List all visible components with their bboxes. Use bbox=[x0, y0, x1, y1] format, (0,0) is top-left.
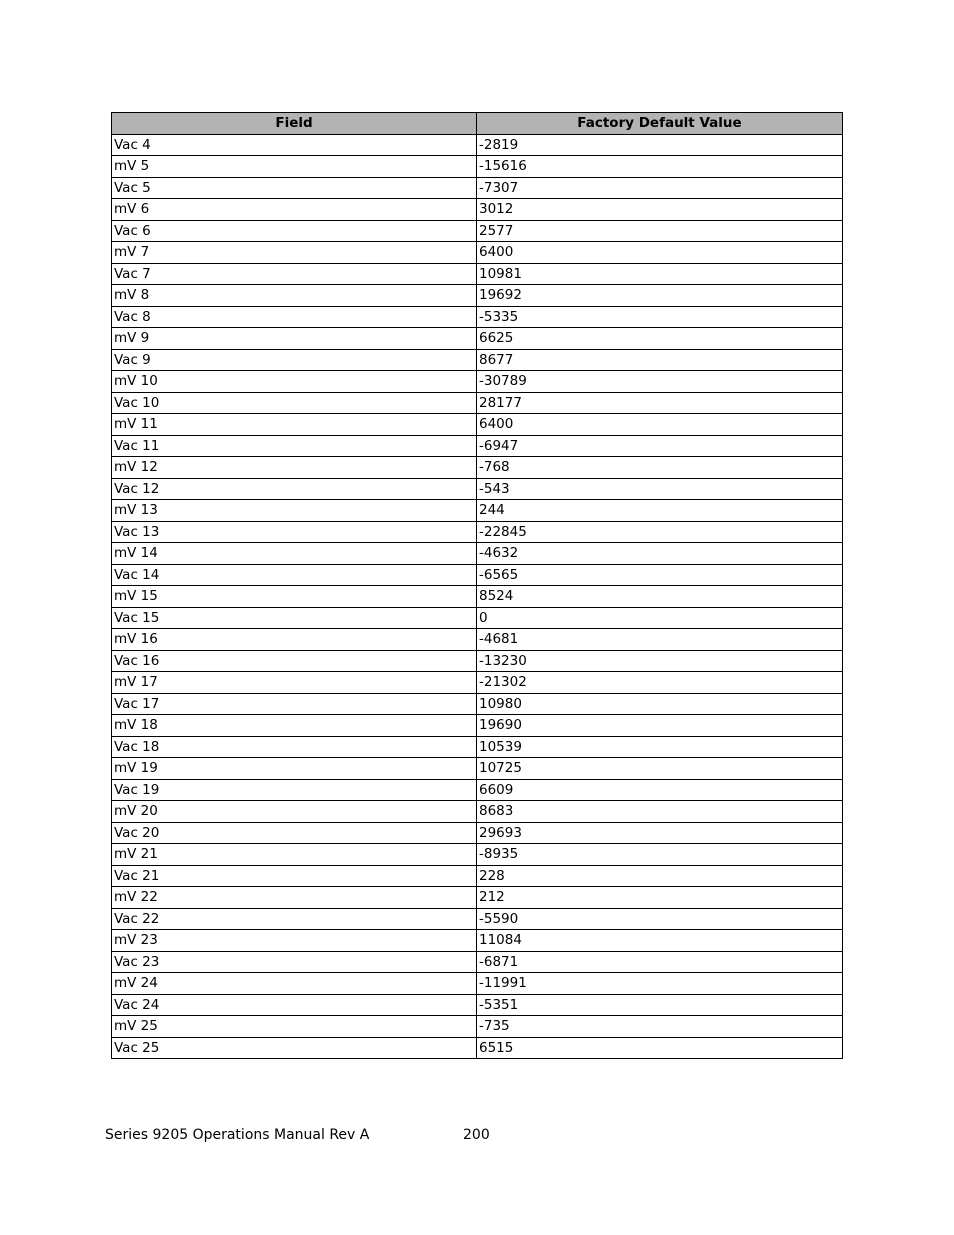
table-row bbox=[112, 371, 843, 393]
table-row bbox=[112, 242, 843, 264]
default-value-cell: -11991 bbox=[477, 973, 843, 995]
field-cell: mV 18 bbox=[112, 715, 477, 737]
field-cell: mV 14 bbox=[112, 543, 477, 565]
default-value-cell: 8524 bbox=[477, 586, 843, 608]
field-cell: mV 5 bbox=[112, 156, 477, 178]
table-row bbox=[112, 607, 843, 629]
field-cell: mV 24 bbox=[112, 973, 477, 995]
default-value-cell: 10539 bbox=[477, 736, 843, 758]
table-row bbox=[112, 822, 843, 844]
default-value-cell: 6609 bbox=[477, 779, 843, 801]
default-value-cell: 19692 bbox=[477, 285, 843, 307]
field-cell: mV 7 bbox=[112, 242, 477, 264]
default-value-cell: 3012 bbox=[477, 199, 843, 221]
table-row bbox=[112, 801, 843, 823]
default-value-cell: -5351 bbox=[477, 994, 843, 1016]
field-cell: mV 10 bbox=[112, 371, 477, 393]
field-cell: Vac 23 bbox=[112, 951, 477, 973]
table-row bbox=[112, 414, 843, 436]
table-row bbox=[112, 199, 843, 221]
default-value-cell: -6871 bbox=[477, 951, 843, 973]
field-cell: mV 17 bbox=[112, 672, 477, 694]
default-value-cell: 212 bbox=[477, 887, 843, 909]
column-header-field: Field bbox=[112, 113, 477, 135]
field-cell: Vac 22 bbox=[112, 908, 477, 930]
table-row bbox=[112, 156, 843, 178]
default-value-cell: -735 bbox=[477, 1016, 843, 1038]
field-cell: mV 9 bbox=[112, 328, 477, 350]
default-value-cell: 10980 bbox=[477, 693, 843, 715]
table-row bbox=[112, 564, 843, 586]
default-value-cell: -7307 bbox=[477, 177, 843, 199]
field-cell: Vac 19 bbox=[112, 779, 477, 801]
default-value-cell: -5335 bbox=[477, 306, 843, 328]
field-cell: mV 11 bbox=[112, 414, 477, 436]
table-row bbox=[112, 457, 843, 479]
footer-page-number: 200 bbox=[463, 1127, 490, 1143]
default-value-cell: 6625 bbox=[477, 328, 843, 350]
default-value-cell: 8683 bbox=[477, 801, 843, 823]
field-cell: Vac 9 bbox=[112, 349, 477, 371]
field-cell: Vac 5 bbox=[112, 177, 477, 199]
table-row bbox=[112, 930, 843, 952]
table-row bbox=[112, 220, 843, 242]
default-value-cell: 29693 bbox=[477, 822, 843, 844]
field-cell: Vac 8 bbox=[112, 306, 477, 328]
field-cell: mV 19 bbox=[112, 758, 477, 780]
default-value-cell: -6565 bbox=[477, 564, 843, 586]
table-row bbox=[112, 650, 843, 672]
field-cell: mV 13 bbox=[112, 500, 477, 522]
table-row bbox=[112, 908, 843, 930]
factory-defaults-table bbox=[111, 112, 843, 1059]
table-row bbox=[112, 736, 843, 758]
default-value-cell: -8935 bbox=[477, 844, 843, 866]
table-row bbox=[112, 263, 843, 285]
field-cell: mV 12 bbox=[112, 457, 477, 479]
table-row bbox=[112, 134, 843, 156]
field-cell: Vac 18 bbox=[112, 736, 477, 758]
default-value-cell: 6400 bbox=[477, 414, 843, 436]
table-row bbox=[112, 994, 843, 1016]
field-cell: Vac 14 bbox=[112, 564, 477, 586]
field-cell: Vac 15 bbox=[112, 607, 477, 629]
table-row bbox=[112, 349, 843, 371]
table-row bbox=[112, 844, 843, 866]
table-row bbox=[112, 779, 843, 801]
field-cell: Vac 16 bbox=[112, 650, 477, 672]
default-value-cell: -543 bbox=[477, 478, 843, 500]
default-value-cell: -21302 bbox=[477, 672, 843, 694]
field-cell: Vac 4 bbox=[112, 134, 477, 156]
default-value-cell: 228 bbox=[477, 865, 843, 887]
default-value-cell: -5590 bbox=[477, 908, 843, 930]
field-cell: mV 6 bbox=[112, 199, 477, 221]
default-value-cell: 19690 bbox=[477, 715, 843, 737]
table-body bbox=[112, 134, 843, 1059]
table-row bbox=[112, 521, 843, 543]
default-value-cell: 10725 bbox=[477, 758, 843, 780]
field-cell: Vac 17 bbox=[112, 693, 477, 715]
field-cell: Vac 6 bbox=[112, 220, 477, 242]
field-cell: mV 23 bbox=[112, 930, 477, 952]
field-cell: mV 21 bbox=[112, 844, 477, 866]
table-row bbox=[112, 478, 843, 500]
default-value-cell: 6400 bbox=[477, 242, 843, 264]
default-value-cell: 28177 bbox=[477, 392, 843, 414]
default-value-cell: 10981 bbox=[477, 263, 843, 285]
default-value-cell: -22845 bbox=[477, 521, 843, 543]
column-header-factory-default-value: Factory Default Value bbox=[477, 113, 843, 135]
field-cell: mV 15 bbox=[112, 586, 477, 608]
table-row bbox=[112, 865, 843, 887]
default-value-cell: -2819 bbox=[477, 134, 843, 156]
default-value-cell: 11084 bbox=[477, 930, 843, 952]
field-cell: Vac 25 bbox=[112, 1037, 477, 1059]
table-row bbox=[112, 306, 843, 328]
default-value-cell: 244 bbox=[477, 500, 843, 522]
table-row bbox=[112, 951, 843, 973]
table-row bbox=[112, 693, 843, 715]
table-row bbox=[112, 177, 843, 199]
default-value-cell: -768 bbox=[477, 457, 843, 479]
table-row bbox=[112, 672, 843, 694]
table-row bbox=[112, 1016, 843, 1038]
default-value-cell: 2577 bbox=[477, 220, 843, 242]
table-header-row bbox=[112, 113, 843, 135]
field-cell: Vac 11 bbox=[112, 435, 477, 457]
field-cell: mV 8 bbox=[112, 285, 477, 307]
default-value-cell: -15616 bbox=[477, 156, 843, 178]
table-row bbox=[112, 629, 843, 651]
table-row bbox=[112, 500, 843, 522]
field-cell: mV 20 bbox=[112, 801, 477, 823]
default-value-cell: -6947 bbox=[477, 435, 843, 457]
default-value-cell: 6515 bbox=[477, 1037, 843, 1059]
table-row bbox=[112, 435, 843, 457]
table-row bbox=[112, 285, 843, 307]
default-value-cell: -4681 bbox=[477, 629, 843, 651]
default-value-cell: 8677 bbox=[477, 349, 843, 371]
table-row bbox=[112, 392, 843, 414]
field-cell: mV 22 bbox=[112, 887, 477, 909]
table-row bbox=[112, 1037, 843, 1059]
default-value-cell: -30789 bbox=[477, 371, 843, 393]
field-cell: mV 25 bbox=[112, 1016, 477, 1038]
default-value-cell: 0 bbox=[477, 607, 843, 629]
field-cell: Vac 12 bbox=[112, 478, 477, 500]
table-row bbox=[112, 328, 843, 350]
table-row bbox=[112, 758, 843, 780]
table-row bbox=[112, 586, 843, 608]
field-cell: Vac 21 bbox=[112, 865, 477, 887]
field-cell: Vac 20 bbox=[112, 822, 477, 844]
default-value-cell: -4632 bbox=[477, 543, 843, 565]
table-row bbox=[112, 887, 843, 909]
field-cell: Vac 24 bbox=[112, 994, 477, 1016]
table-row bbox=[112, 973, 843, 995]
field-cell: mV 16 bbox=[112, 629, 477, 651]
table-row bbox=[112, 543, 843, 565]
field-cell: Vac 7 bbox=[112, 263, 477, 285]
default-value-cell: -13230 bbox=[477, 650, 843, 672]
footer-document-title: Series 9205 Operations Manual Rev A bbox=[105, 1127, 370, 1143]
field-cell: Vac 13 bbox=[112, 521, 477, 543]
field-cell: Vac 10 bbox=[112, 392, 477, 414]
table-row bbox=[112, 715, 843, 737]
